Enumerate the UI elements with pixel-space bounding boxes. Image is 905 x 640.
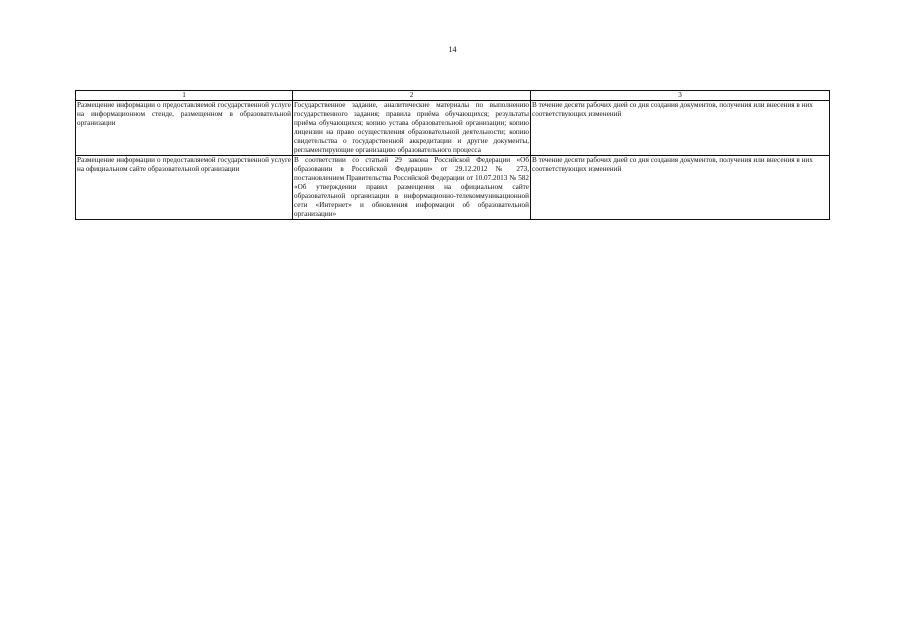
column-header-2: 2 xyxy=(293,91,531,101)
column-header-3: 3 xyxy=(531,91,830,101)
column-header-1: 1 xyxy=(76,91,293,101)
table-cell-info-placement: Размещение информации о предоставляемой государственной услуге на информационном стенде, размещенном в образовательной организации xyxy=(76,101,293,156)
table-row xyxy=(76,101,830,156)
table-cell-deadline: В течение десяти рабочих дней со дня создания документов, получения или внесения в них соответствующих изменений xyxy=(531,156,830,220)
table-cell-info-placement: Размещение информации о предоставляемой государственной услуге на официальном сайте образовательной организации xyxy=(76,156,293,220)
document-table xyxy=(75,90,830,220)
page-number: 14 xyxy=(448,45,457,54)
table-cell-documents: В соответствии со статьей 29 закона Российской Федерации «Об образовании в Российской Федерации» от 29.12.2012 № 273, постановлением Правительства Российской Федерации от 10.07.2013 № 582 «Об утверждении правил размещения на официальном сайте образовательной организации в информационно-телекоммуникационной сети «Интернет» и обновления информации об образовательной организации» xyxy=(294,156,529,218)
table-header-row xyxy=(76,91,830,101)
table-cell-deadline: В течение десяти рабочих дней со дня создания документов, получения или внесения в них соответствующих изменений xyxy=(531,101,830,156)
table-row xyxy=(76,156,830,220)
table-cell-documents: Государственное задание, аналитические материалы по выполнению государственного задания; правила приёма обучающихся; результаты приёма обучающихся; копию устава образовательной организации; копию лицензии на право осуществления образовательной деятельности; копию свидетельства о государственной аккредитации и другие документы, регламентирующие организацию образовательного процесса xyxy=(294,101,529,154)
